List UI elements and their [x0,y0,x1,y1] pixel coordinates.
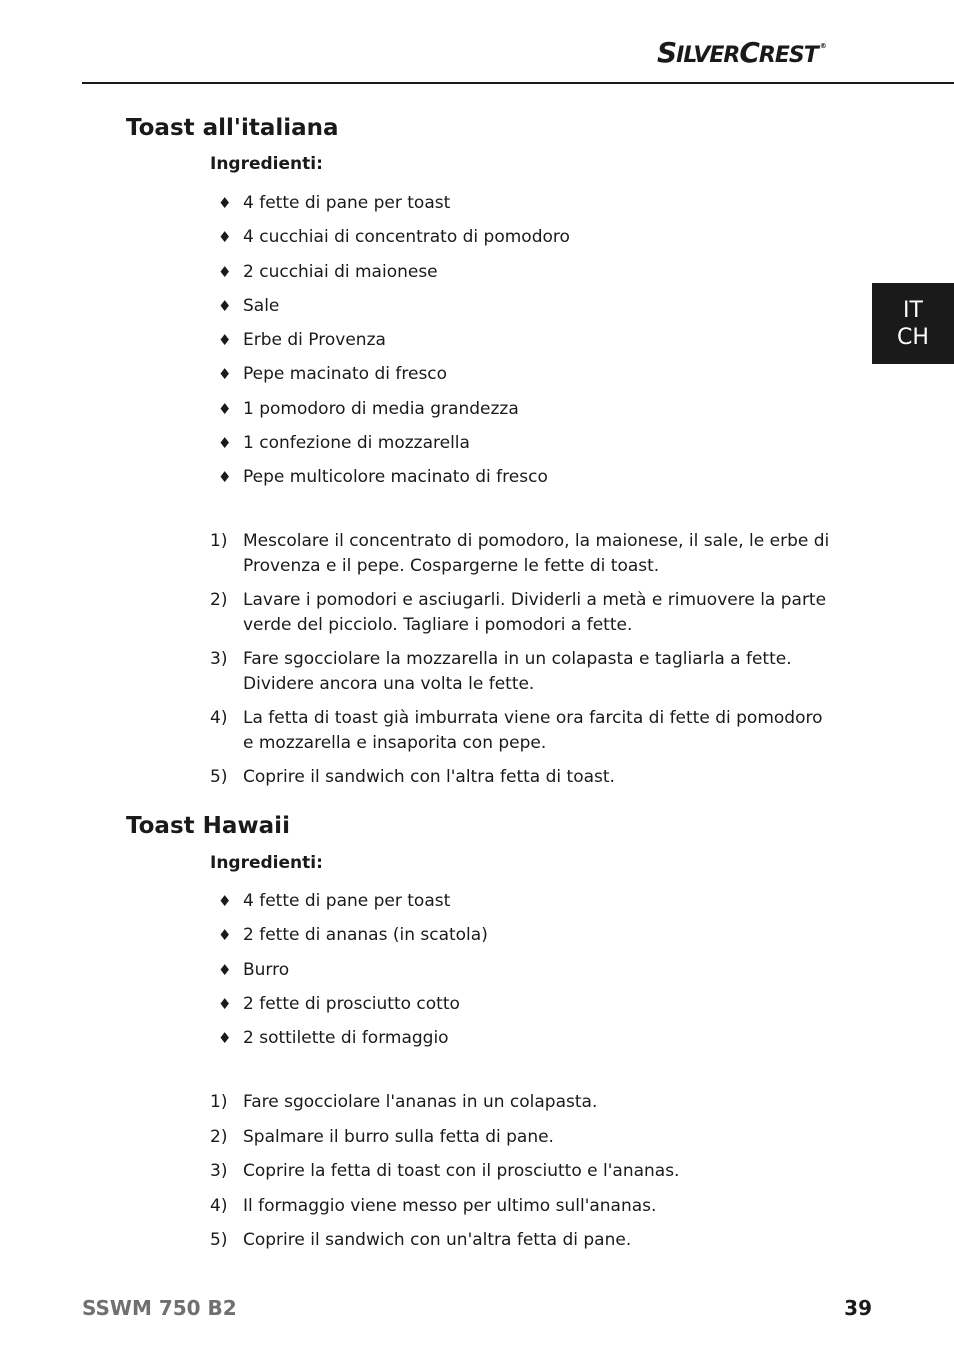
diamond-bullet-icon: ♦ [218,399,232,418]
step-list [210,1090,830,1263]
step-number: 1) [210,531,228,551]
ingredient-list [210,890,830,1061]
list-item: ♦ Pepe macinato di fresco [218,364,448,385]
diamond-bullet-icon: ♦ [218,228,232,247]
ingredients-label: Ingredienti: [210,154,323,174]
diamond-bullet-icon: ♦ [218,434,232,453]
diamond-bullet-icon: ♦ [218,262,232,281]
diamond-bullet-icon: ♦ [218,994,232,1013]
step-list [210,529,830,800]
list-item: ♦ Pepe multicolore macinato di fresco [218,467,548,488]
diamond-bullet-icon: ♦ [218,194,232,212]
page-number: 39 [844,1296,872,1320]
diamond-bullet-icon: ♦ [218,960,232,979]
step-item: 5) Coprire il sandwich con l'altra fetta di toast. [210,765,830,790]
step-item: 5) Coprire il sandwich con un'altra fetta di pane. [210,1228,830,1253]
step-item: 4) La fetta di toast già imburrata viene ora farcita di fette di pomodoro e mozzarella e insaporita con pepe. [210,708,823,753]
list-item: ♦ 1 pomodoro di media grandezza [218,398,519,419]
list-item: ♦ 2 sottilette di formaggio [218,1028,449,1049]
ingredients-label: Ingredienti: [210,853,323,873]
step-item: 3) Fare sgocciolare la mozzarella in un colapasta e tagliarla a fette. Dividere ancora una volta le fette. [210,649,792,694]
brand-logo: SILVERCREST ® [657,36,826,69]
step-number: 4) [210,708,228,728]
recipe-title: Toast all'italiana [126,115,339,141]
diamond-bullet-icon: ♦ [218,296,232,315]
step-number: 5) [210,1230,228,1250]
footer-model-number: SSWM 750 B2 [82,1296,237,1320]
diamond-bullet-icon: ♦ [218,926,232,945]
list-item: ♦ 4 fette di pane per toast [218,193,451,213]
recipe-title: Toast Hawaii [126,813,290,839]
list-item: ♦ 4 fette di pane per toast [218,891,451,911]
list-item: ♦ 1 confezione di mozzarella [218,433,470,454]
step-number: 1) [210,1092,228,1112]
diamond-bullet-icon: ♦ [218,892,232,910]
diamond-bullet-icon: ♦ [218,365,232,384]
ingredient-list [210,192,830,501]
step-number: 4) [210,1195,228,1216]
step-number: 3) [210,649,228,669]
language-code-it: IT [903,297,923,323]
step-number: 2) [210,590,228,610]
language-code-ch: CH [897,324,929,350]
step-item: 4) Il formaggio viene messo per ultimo sull'ananas. [210,1194,830,1219]
list-item: ♦ 4 cucchiai di concentrato di pomodoro [218,227,570,248]
diamond-bullet-icon: ♦ [218,331,232,350]
step-item: 3) Coprire la fetta di toast con il prosciutto e l'ananas. [210,1159,830,1184]
step-number: 5) [210,767,228,787]
step-item: 2) Spalmare il burro sulla fetta di pane. [210,1125,830,1150]
language-tab [872,283,954,364]
list-item: ♦ 2 fette di prosciutto cotto [218,993,460,1014]
diamond-bullet-icon: ♦ [218,1029,232,1048]
step-item: 1) Fare sgocciolare l'ananas in un colapasta. [210,1090,830,1115]
list-item: ♦ Sale [218,295,280,316]
list-item: ♦ Burro [218,959,290,980]
list-item: ♦ 2 fette di ananas (in scatola) [218,925,488,946]
header-rule [82,82,954,84]
step-item: 1) Mescolare il concentrato di pomodoro, la maionese, il sale, le erbe di Provenza e il pepe. Cospargerne le fette di toast. [210,531,830,576]
diamond-bullet-icon: ♦ [218,468,232,487]
step-item: 2) Lavare i pomodori e asciugarli. Dividerli a metà e rimuovere la parte verde del picciolo. Tagliare i pomodori a fette. [210,590,827,635]
list-item: ♦ 2 cucchiai di maionese [218,261,438,282]
step-number: 2) [210,1126,228,1147]
step-number: 3) [210,1161,228,1181]
list-item: ♦ Erbe di Provenza [218,330,386,351]
